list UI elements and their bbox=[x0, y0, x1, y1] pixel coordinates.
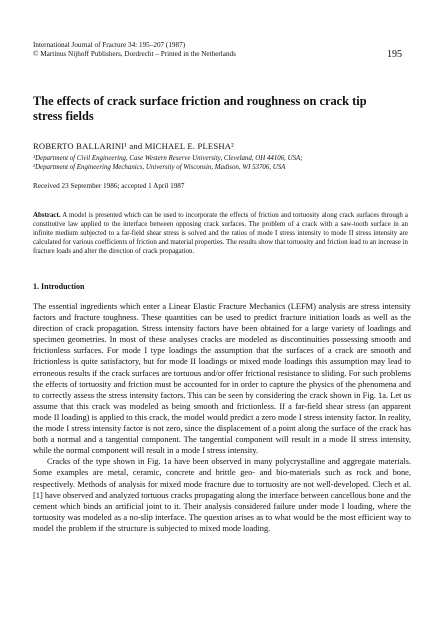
paragraph-2: Cracks of the type shown in Fig. 1a have been observed in many polycrystalline and aggregate materials. Some examples are metal, ceramic, concrete and brittle geo- and bio-materials such as rock and bone, respectively. Methods of analysis for mixed mode fracture due to tortuosity are not well-developed. Clech et al. [1] have observed and analyzed tortuous cracks propagating along the interface between cancellous bone and the cement which binds an artificial joint to it. Their analysis considered failure under mode I loading, where the tortuosity was modeled as a no-slip interface. The question arises as to what would be the most efficient way to model the problem if the structure is subjected to mixed mode loading. bbox=[33, 457, 411, 533]
affiliation-1: ¹Department of Civil Engineering, Case Western Reserve University, Cleveland, OH 44106, USA; bbox=[33, 155, 303, 162]
article-title: The effects of crack surface friction and roughness on crack tip stress fields bbox=[33, 94, 367, 123]
paragraph-1: The essential ingredients which enter a Linear Elastic Fracture Mechanics (LEFM) analysis are stress intensity factors and fracture toughness. These quantities can be used to predict fracture initiation loads as well as the direction of crack propagation. Stress intensity factors have been obtained for a large variety of loadings and specimen geometries. In most of these analyses cracks are modeled as discontinuities possessing smooth and frictionless surfaces. For mode I type loadings the assumption that the surfaces of a crack are smooth and frictionless is quite satisfactory, but for mode II loadings or mixed mode loadings this assumption may lead to erroneous results if the crack surfaces are tortuous and/or offer frictional resistance to sliding. For such problems the effects of tortuosity and friction must be accounted for in order to capture the physics of the phenomena and to correctly assess the stress intensity factors. This can be seen by considering the crack shown in Fig. 1a. Let us assume that this crack was modeled as being smooth and frictionless. If a far-field shear stress (an apparent mode II loading) is applied to this crack, the model would predict a zero mode I stress intensity factor. In reality, the mode I stress intensity factor is not zero, since the displacement of a point along the surface of the crack has both a normal and a tangential component. The tangential component will result in a mode II stress intensity, while the normal component will result in a mode I stress intensity. bbox=[33, 302, 411, 456]
journal-header bbox=[33, 41, 333, 59]
abstract-label: Abstract. bbox=[33, 211, 61, 219]
abstract bbox=[33, 211, 408, 256]
section-heading: 1. Introduction bbox=[33, 282, 85, 291]
affiliations bbox=[33, 155, 423, 172]
abstract-text: A model is presented which can be used to incorporate the effects of friction and tortuosity along crack surfaces through a constitutive law applied to the interface between opposing crack surfaces. The problem of a crack with a saw-tooth surface in an infinite medium subjected to a far-field shear stress is solved and the ratios of mode I stress intensity to mode II stress intensity are calculated for various coefficients of friction and material properties. The results show that tortuosity and friction lead to an increase in fracture loads and alter the direction of crack propagation. bbox=[33, 211, 408, 255]
author-list: ROBERTO BALLARINI¹ and MICHAEL E. PLESHA² bbox=[33, 141, 234, 151]
journal-citation: International Journal of Fracture 34: 195–207 (1987) bbox=[33, 41, 186, 49]
publisher-line: © Martinus Nijhoff Publishers, Dordrecht – Printed in the Netherlands bbox=[33, 50, 236, 58]
affiliation-2: ²Department of Engineering Mechanics, University of Wisconsin, Madison, WI 53706, USA bbox=[33, 163, 286, 171]
page-number: 195 bbox=[387, 49, 402, 60]
received-dates: Received 23 September 1986; accepted 1 April 1987 bbox=[33, 182, 185, 190]
body-text bbox=[33, 301, 411, 534]
